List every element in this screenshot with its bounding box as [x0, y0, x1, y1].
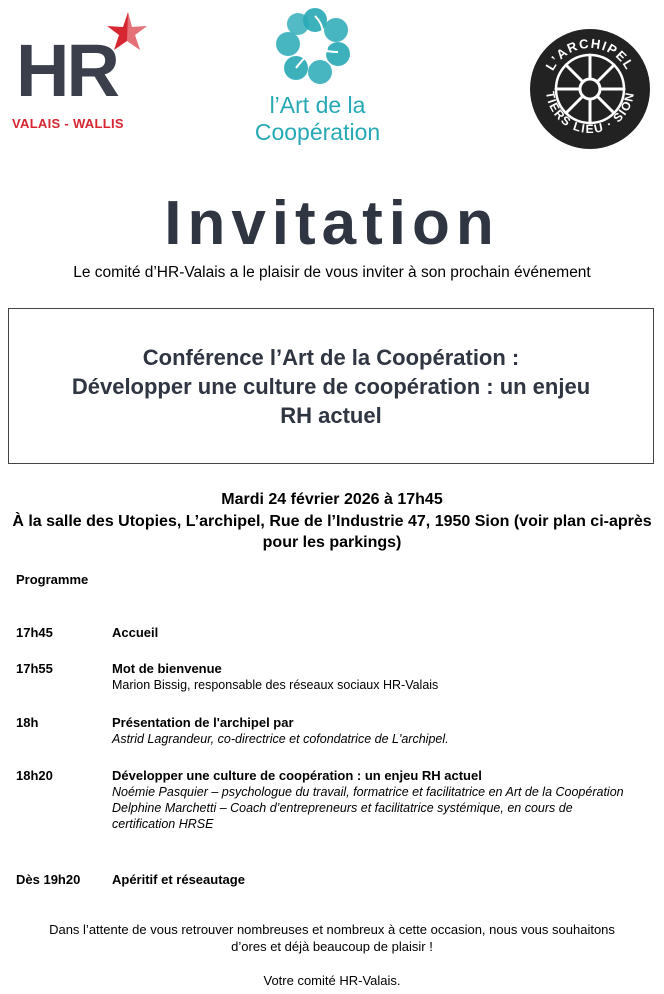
conference-title-line2: Développer une culture de coopération : un enjeu [71, 374, 591, 399]
closing-text: Dans l’attente de vous retrouver nombreuses et nombreux à cette occasion, nous vous souhaitons d’ores et déjà beaucoup de plaisir ! [49, 922, 615, 954]
conference-title [9, 343, 653, 430]
event-date: Mardi 24 février 2026 à 17h45 [221, 491, 443, 508]
programme-item: Apéritif et réseautage [112, 872, 245, 887]
programme-heading: Programme [16, 572, 89, 587]
archipel-logo [529, 28, 651, 150]
programme-item: Accueil [112, 625, 159, 640]
art-cooperation-logo [230, 6, 410, 156]
programme-item: Développer une culture de coopération : un enjeu RH actuel [112, 768, 482, 783]
conference-title-line3: RH actuel [280, 403, 382, 428]
programme-item: Mot de bienvenue [112, 661, 222, 676]
programme-speaker: Delphine Marchetti – Coach d’entrepreneurs et facilitatrice systémique, en cours de certification HRSE [112, 801, 573, 831]
art-logo-line1: l’Art de la [269, 92, 366, 118]
star-icon [98, 10, 148, 56]
programme-time: Dès 19h20 [16, 872, 81, 887]
programme-item: Présentation de l'archipel par [112, 715, 294, 730]
programme-content [112, 625, 637, 641]
logo-header [0, 0, 664, 170]
hr-logo-subtitle: VALAIS - WALLIS [12, 116, 124, 131]
programme-speaker: Astrid Lagrandeur, co-directrice et cofondatrice de L'archipel. [112, 732, 449, 746]
programme-time: 18h20 [16, 768, 53, 783]
programme-content [112, 768, 637, 832]
programme-speaker: Marion Bissig, responsable des réseaux sociaux HR-Valais [112, 678, 439, 692]
programme-time: 17h55 [16, 661, 53, 676]
art-logo-title [230, 92, 405, 146]
archipel-top-text: L’ARCHIPEL [542, 35, 638, 73]
conference-box [8, 308, 654, 464]
programme-content [112, 872, 637, 888]
archipel-bottom-text: TIERS LIEU · SION [542, 90, 638, 137]
programme-time: 17h45 [16, 625, 53, 640]
programme-time: 18h [16, 715, 39, 730]
signature: Votre comité HR-Valais. [263, 973, 401, 988]
hr-valais-logo [12, 10, 152, 135]
event-location: À la salle des Utopies, L’archipel, Rue de l’Industrie 47, 1950 Sion (voir plan ci-après pour les parkings) [12, 513, 652, 551]
conference-title-line1: Conférence l’Art de la Coopération : [142, 345, 520, 370]
art-logo-line2: Coopération [254, 119, 381, 145]
page-title: Invitation [164, 189, 500, 258]
hr-logo-letters: HR [16, 29, 117, 112]
programme-speaker: Noémie Pasquier – psychologue du travail, formatrice et facilitatrice en Art de la Coopération [112, 785, 624, 799]
programme-content [112, 715, 637, 747]
intro-text: Le comité d’HR-Valais a le plaisir de vous inviter à son prochain événement [73, 264, 591, 281]
flower-icon [270, 6, 360, 88]
programme-content [112, 661, 637, 693]
